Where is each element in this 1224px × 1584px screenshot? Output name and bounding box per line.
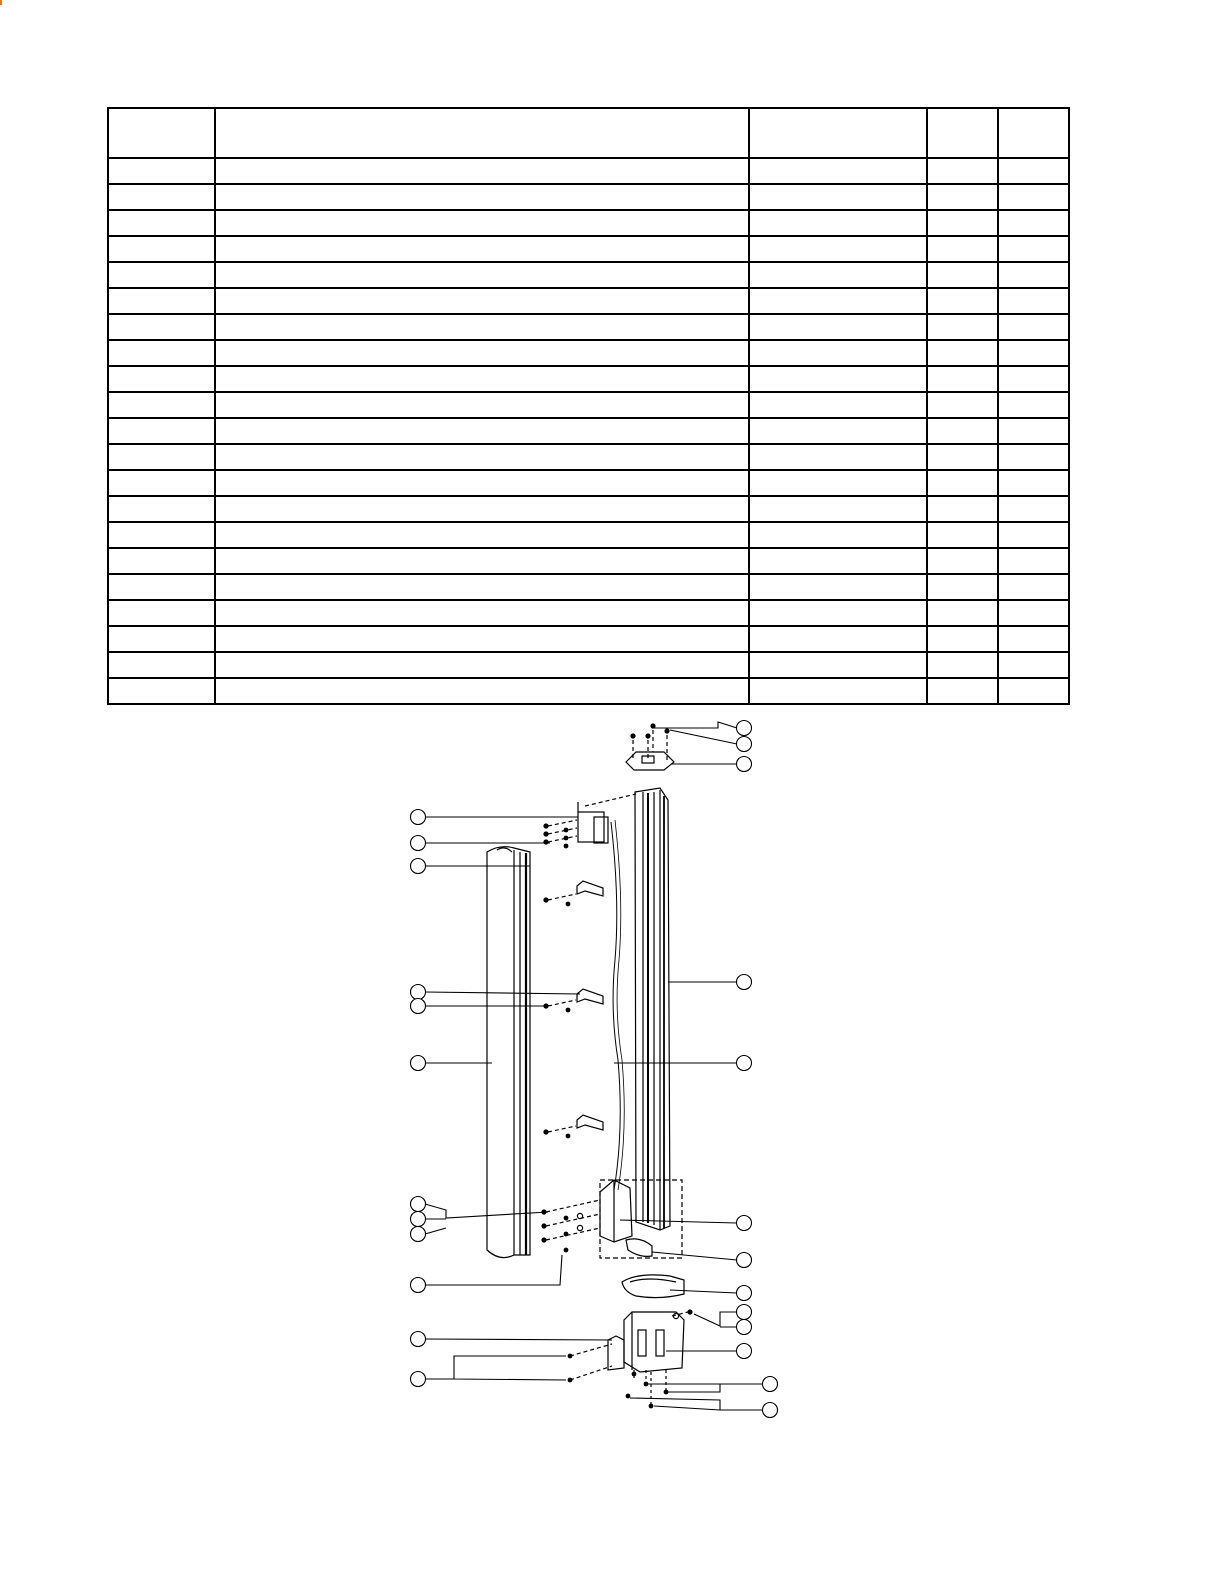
cell-description (215, 548, 749, 574)
callout-bubble (411, 1212, 426, 1227)
cell-item (108, 652, 215, 678)
callout-bubble (737, 975, 752, 990)
cell-part-number (749, 210, 927, 236)
cell-qty (927, 496, 998, 522)
cell-item (108, 626, 215, 652)
callout-leader (654, 722, 737, 728)
cell-description (215, 418, 749, 444)
cell-item (108, 496, 215, 522)
callout-leader (425, 1339, 612, 1340)
cell-description (215, 236, 749, 262)
table-row (108, 314, 1069, 340)
callout-bubble (411, 999, 426, 1014)
cell-part-number (749, 652, 927, 678)
cell-extra (998, 236, 1069, 262)
cell-qty (927, 626, 998, 652)
callout-bubble (737, 1286, 752, 1301)
cell-part-number (749, 392, 927, 418)
table-row (108, 392, 1069, 418)
cell-extra (998, 314, 1069, 340)
mid-clip-1 (577, 881, 603, 896)
cell-qty (927, 418, 998, 444)
cell-extra (998, 366, 1069, 392)
cell-extra (998, 340, 1069, 366)
header-cell-part-number (749, 108, 927, 158)
cell-qty (927, 158, 998, 184)
cell-description (215, 184, 749, 210)
cell-qty (927, 470, 998, 496)
cell-description (215, 210, 749, 236)
cell-extra (998, 262, 1069, 288)
cell-qty (927, 600, 998, 626)
cell-description (215, 340, 749, 366)
callout-bubble (763, 1377, 778, 1392)
cell-item (108, 522, 215, 548)
cell-part-number (749, 184, 927, 210)
callout-bubble (411, 1278, 426, 1293)
cell-part-number (749, 574, 927, 600)
callout-bubble (737, 757, 752, 772)
cell-item (108, 366, 215, 392)
table-row (108, 340, 1069, 366)
table-row (108, 574, 1069, 600)
cell-extra (998, 444, 1069, 470)
callout-bubble (737, 737, 752, 752)
table-row (108, 210, 1069, 236)
cell-item (108, 340, 215, 366)
cell-extra (998, 210, 1069, 236)
cell-extra (998, 574, 1069, 600)
cell-extra (998, 548, 1069, 574)
cell-qty (927, 652, 998, 678)
table-row (108, 600, 1069, 626)
cell-item (108, 184, 215, 210)
table-row (108, 444, 1069, 470)
callout-leader (425, 992, 580, 994)
table-row (108, 496, 1069, 522)
base-housing (608, 1312, 684, 1372)
cell-qty (927, 184, 998, 210)
callout-bubble (411, 985, 426, 1000)
table-row (108, 522, 1069, 548)
cell-extra (998, 496, 1069, 522)
mid-clip-3 (577, 1115, 603, 1130)
cell-description (215, 158, 749, 184)
cell-qty (927, 574, 998, 600)
cell-part-number (749, 522, 927, 548)
cell-qty (927, 522, 998, 548)
table-header-row (108, 108, 1069, 158)
cell-part-number (749, 158, 927, 184)
cell-description (215, 652, 749, 678)
cell-item (108, 236, 215, 262)
cell-extra (998, 288, 1069, 314)
main-column-profile (635, 788, 670, 1230)
table-body (108, 158, 1069, 704)
cell-item (108, 262, 215, 288)
header-cell-item (108, 108, 215, 158)
callout-leader (425, 1255, 562, 1285)
callout-bubble (737, 1320, 752, 1335)
cell-extra (998, 418, 1069, 444)
cell-extra (998, 470, 1069, 496)
callout-leader (652, 1252, 737, 1260)
callout-bubble (411, 1197, 426, 1212)
cell-qty (927, 548, 998, 574)
table-row (108, 262, 1069, 288)
upper-bracket (578, 794, 636, 843)
cell-part-number (749, 262, 927, 288)
callout-bubble (411, 1227, 426, 1242)
parts-table (107, 107, 1070, 705)
cell-item (108, 470, 215, 496)
header-cell-description (215, 108, 749, 158)
cell-qty (927, 288, 998, 314)
cell-description (215, 574, 749, 600)
callout-leader (425, 1356, 566, 1380)
callout-bubble (763, 1403, 778, 1418)
cell-part-number (749, 366, 927, 392)
callout-leader (670, 1290, 737, 1293)
callout-bubble (737, 1216, 752, 1231)
cable (611, 822, 620, 1190)
callout-bubble (411, 1056, 426, 1071)
cell-item (108, 392, 215, 418)
cell-extra (998, 184, 1069, 210)
table-row (108, 184, 1069, 210)
cell-item (108, 288, 215, 314)
table-row (108, 470, 1069, 496)
cell-part-number (749, 236, 927, 262)
cell-part-number (749, 548, 927, 574)
callout-bubble (737, 1056, 752, 1071)
header-cell-qty (927, 108, 998, 158)
cell-part-number (749, 496, 927, 522)
cell-description (215, 470, 749, 496)
cell-item (108, 574, 215, 600)
mid-clip-2 (577, 989, 603, 1004)
cell-description (215, 314, 749, 340)
cell-part-number (749, 418, 927, 444)
table-row (108, 626, 1069, 652)
cell-extra (998, 626, 1069, 652)
callout-bubble (737, 721, 752, 736)
callout-bubble (411, 810, 426, 825)
cell-part-number (749, 600, 927, 626)
cell-qty (927, 366, 998, 392)
top-screws (630, 723, 669, 738)
callout-bubble (737, 1253, 752, 1268)
cell-qty (927, 262, 998, 288)
callout-bubble (737, 1305, 752, 1320)
callout-bubble (411, 836, 426, 851)
page-corner-mark (0, 0, 2, 5)
table-row (108, 418, 1069, 444)
cell-part-number (749, 314, 927, 340)
cell-description (215, 626, 749, 652)
cell-item (108, 158, 215, 184)
left-cover-profile (487, 847, 530, 1258)
cell-extra (998, 158, 1069, 184)
callout-bubble (411, 1372, 426, 1387)
callout-bubble (411, 1332, 426, 1347)
callout-leader (425, 1228, 446, 1234)
cell-description (215, 600, 749, 626)
cell-extra (998, 392, 1069, 418)
cell-qty (927, 314, 998, 340)
table-row (108, 288, 1069, 314)
cell-item (108, 444, 215, 470)
exploded-assembly-diagram (0, 700, 1224, 1430)
cell-item (108, 600, 215, 626)
header-cell-extra (998, 108, 1069, 158)
callout-leader (694, 1312, 737, 1326)
cell-description (215, 444, 749, 470)
cell-item (108, 548, 215, 574)
table-row (108, 548, 1069, 574)
table-row (108, 366, 1069, 392)
cell-extra (998, 522, 1069, 548)
table-row (108, 652, 1069, 678)
cell-item (108, 418, 215, 444)
cell-part-number (749, 444, 927, 470)
cell-qty (927, 444, 998, 470)
cell-description (215, 288, 749, 314)
cell-qty (927, 340, 998, 366)
cell-description (215, 392, 749, 418)
callout-leader (670, 730, 737, 744)
cell-part-number (749, 340, 927, 366)
base-plate (622, 1239, 684, 1298)
cell-extra (998, 600, 1069, 626)
table-row (108, 236, 1069, 262)
callout-bubble (737, 1344, 752, 1359)
table-row (108, 158, 1069, 184)
cell-description (215, 496, 749, 522)
cell-description (215, 366, 749, 392)
cell-qty (927, 392, 998, 418)
cell-item (108, 314, 215, 340)
cell-item (108, 210, 215, 236)
cell-part-number (749, 626, 927, 652)
cell-description (215, 522, 749, 548)
cell-qty (927, 210, 998, 236)
cell-extra (998, 652, 1069, 678)
cell-part-number (749, 470, 927, 496)
callout-bubble (411, 859, 426, 874)
cell-part-number (749, 288, 927, 314)
cell-qty (927, 236, 998, 262)
cell-description (215, 262, 749, 288)
